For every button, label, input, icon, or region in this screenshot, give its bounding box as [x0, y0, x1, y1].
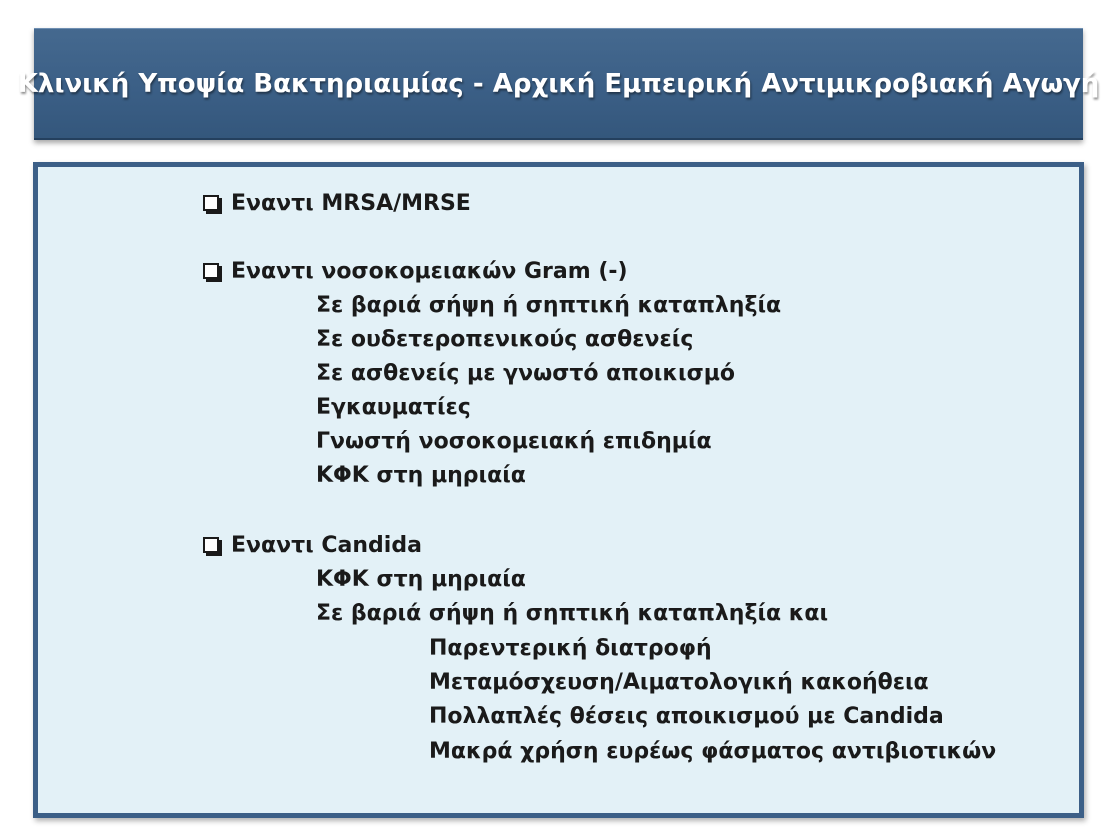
section-heading-candida [203, 531, 422, 561]
list-item: Σε ασθενείς με γνωστό αποικισμό [316, 361, 736, 386]
list-item: ΚΦΚ στη μηριαία [316, 463, 526, 488]
list-item: Εγκαυματίες [316, 395, 471, 420]
checkbox-bullet-icon [203, 537, 219, 553]
section-heading-text: Εναντι Candida [231, 533, 422, 558]
list-item: ΚΦΚ στη μηριαία [316, 567, 526, 592]
section-heading-text: Εναντι MRSA/MRSE [231, 191, 471, 216]
list-item: Σε βαριά σήψη ή σηπτική καταπληξία [316, 293, 782, 318]
sub-list-item: Μεταμόσχευση/Αιματολογική κακοήθεια [429, 670, 929, 695]
sub-list-item: Παρεντερική διατροφή [429, 636, 712, 661]
section-heading-gram-negative [203, 257, 628, 287]
sub-list-item: Πολλαπλές θέσεις αποικισμού με Candida [429, 704, 944, 729]
section-heading-mrsa [203, 189, 471, 219]
list-item: Σε ουδετεροπενικούς ασθενείς [316, 327, 694, 352]
checkbox-bullet-icon [203, 263, 219, 279]
list-item: Γνωστή νοσοκομειακή επιδημία [316, 429, 712, 454]
list-item: Σε βαριά σήψη ή σηπτική καταπληξία και [316, 601, 829, 626]
sub-list-item: Μακρά χρήση ευρέως φάσματος αντιβιοτικών [429, 739, 997, 764]
checkbox-bullet-icon [203, 195, 219, 211]
slide-title: Κλινική Υποψία Βακτηριαιμίας - Αρχική Εμπειρική Αντιμικροβιακή Αγωγή [17, 68, 1100, 99]
section-heading-text: Εναντι νοσοκομειακών Gram (-) [231, 259, 628, 284]
title-banner [17, 28, 1100, 140]
content-panel [33, 162, 1084, 818]
